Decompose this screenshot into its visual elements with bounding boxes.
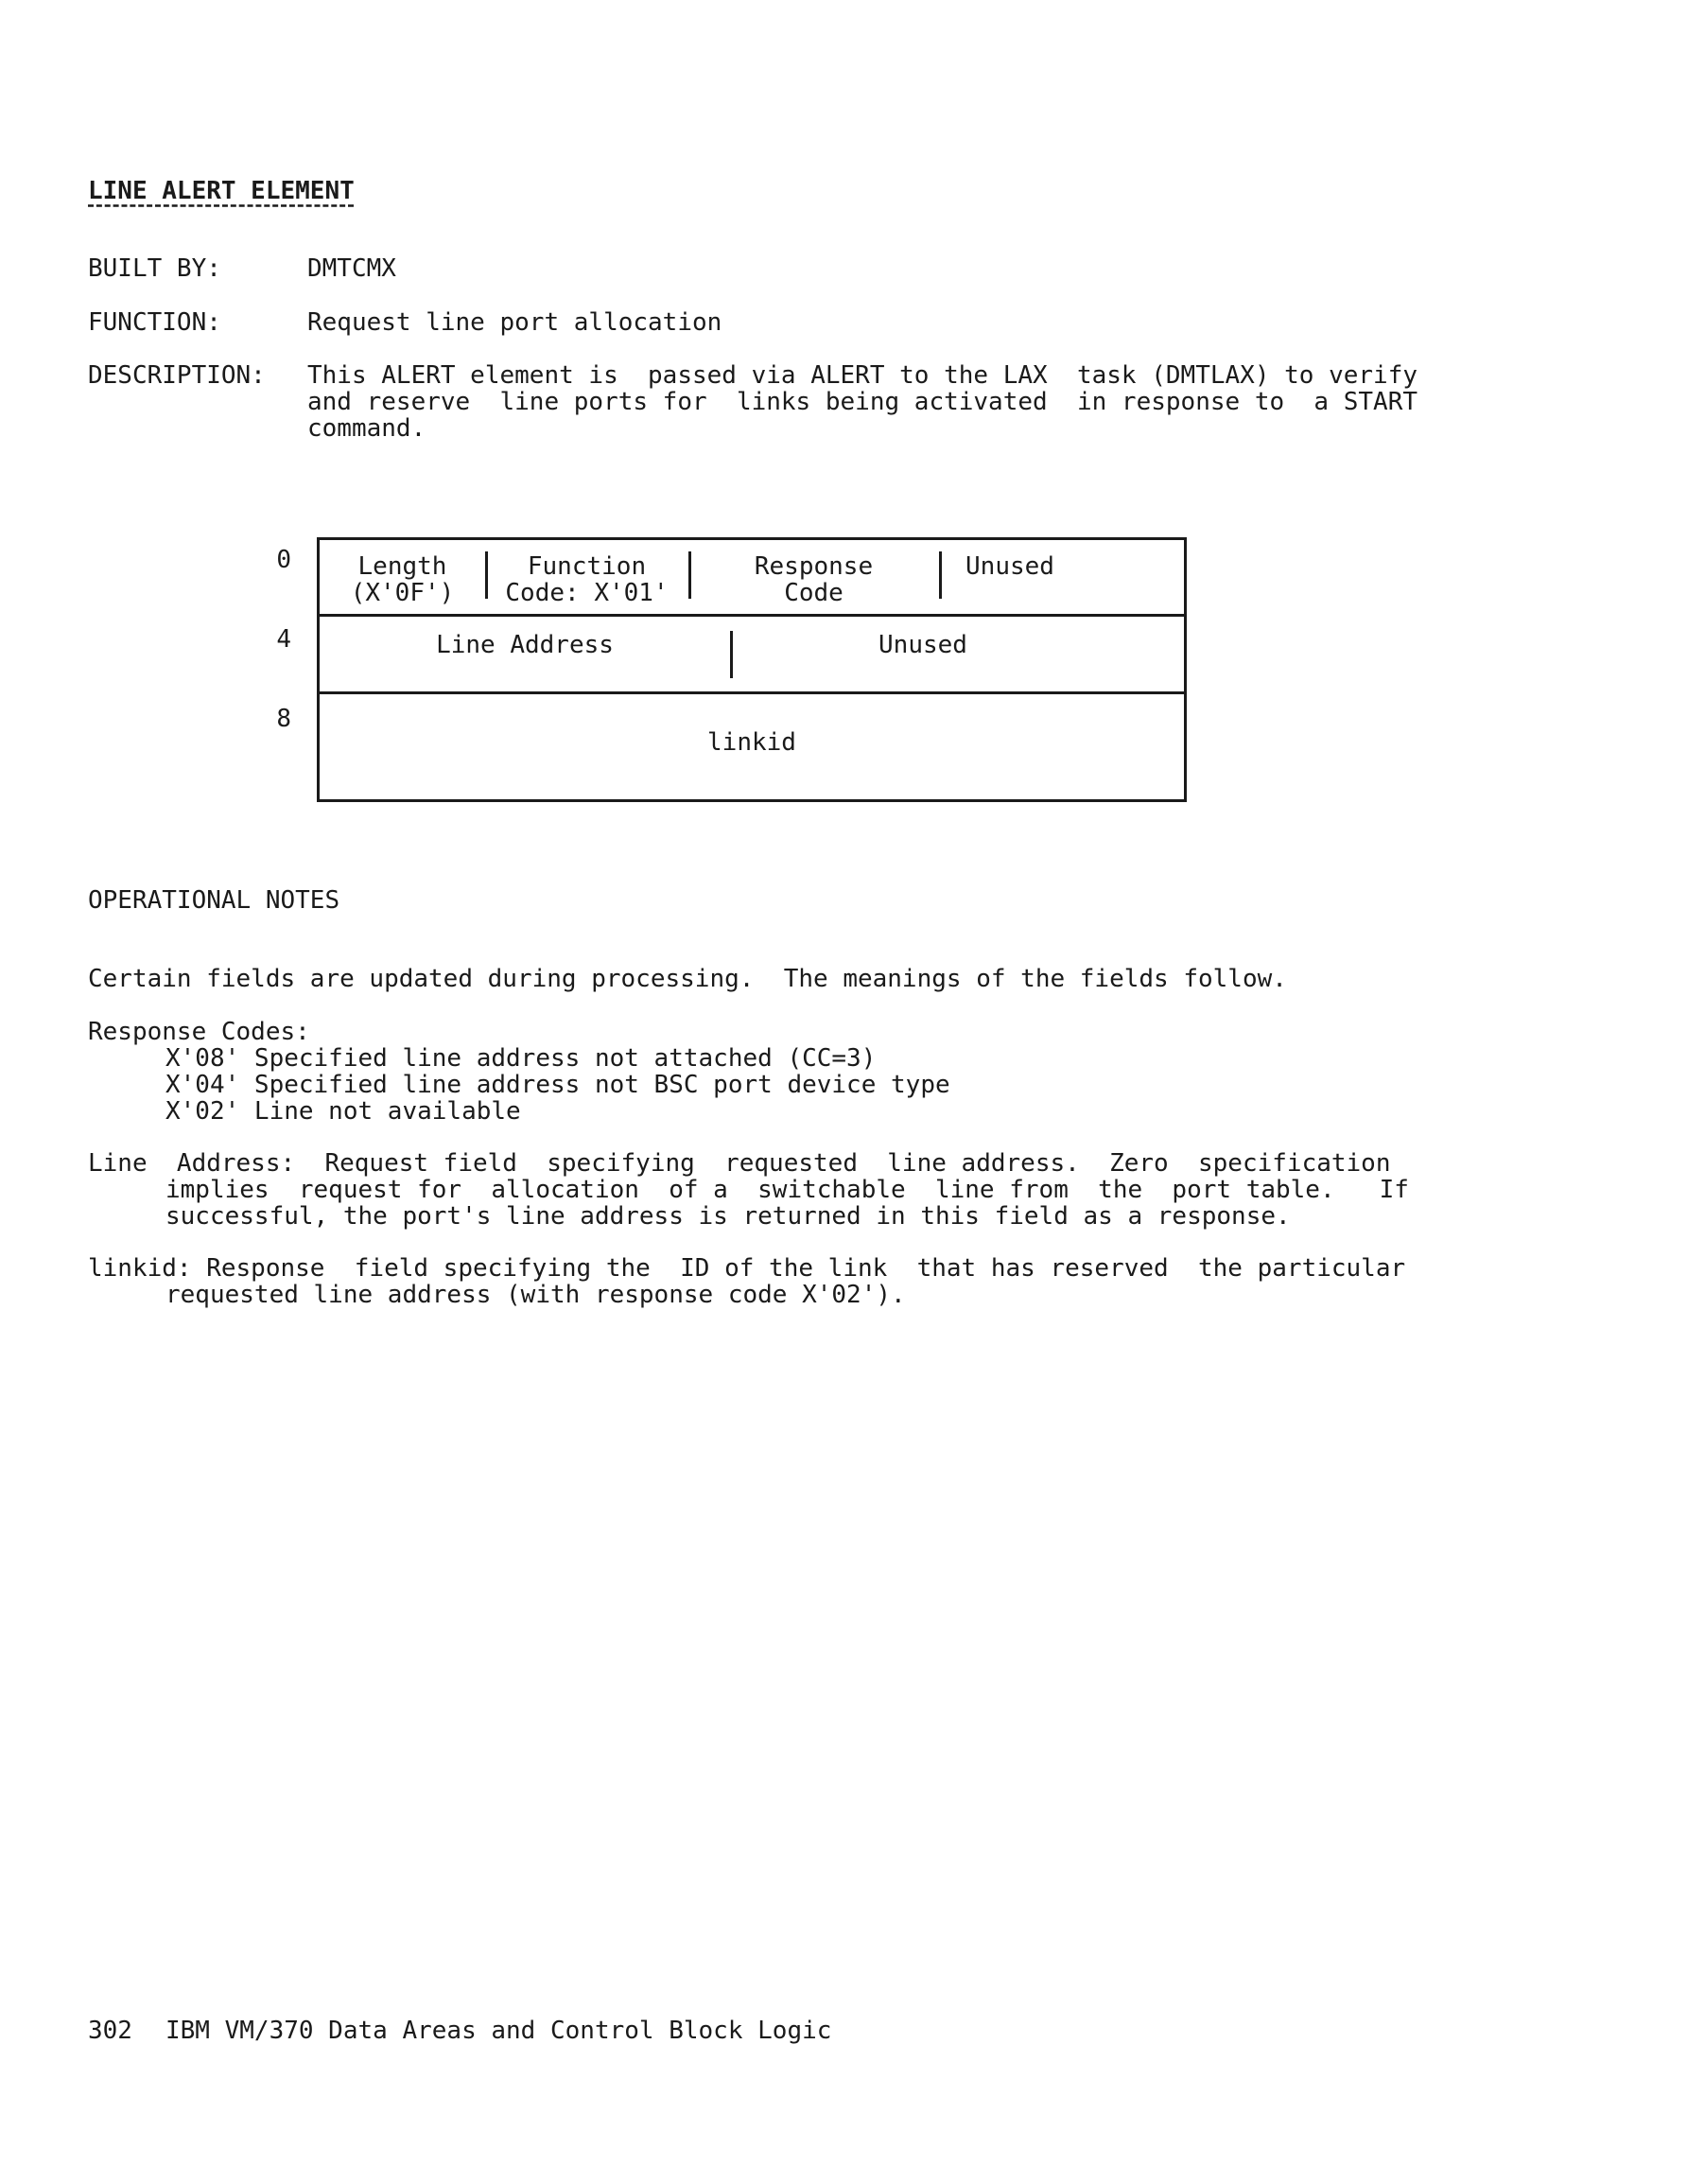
linkid-field: linkid [707,728,796,757]
function-value: Request line port allocation [307,308,722,337]
control-block-diagram [317,537,1187,802]
line-address-note: successful, the port's line address is returned in this field as a response. [165,1202,1291,1231]
section-heading: OPERATIONAL NOTES [88,886,340,915]
line-address-note: implies request for allocation of a switchable line from the port table. If [165,1176,1409,1204]
offset-label: 4 [276,625,291,654]
function-code-value: Code: X'01' [505,579,669,607]
function-label: FUNCTION: [88,308,221,337]
response-code-label-2: Code [784,579,844,607]
built-by-value: DMTCMX [307,254,396,283]
notes-intro: Certain fields are updated during processing. The meanings of the fields follow. [88,965,1287,993]
row-separator [320,614,1184,617]
description-line: command. [307,414,426,443]
page-number: 302 [88,2017,132,2045]
unused-field: Unused [878,631,967,659]
function-code-label: Function [527,552,647,581]
length-field-label: Length [357,552,447,581]
response-code-item: X'02' Line not available [165,1097,521,1126]
built-by-label: BUILT BY: [88,254,221,283]
length-field-value: (X'0F') [350,579,455,607]
offset-label: 0 [276,546,291,574]
response-code-label: Response [754,552,874,581]
response-codes-label: Response Codes: [88,1018,310,1046]
unused-field: Unused [965,552,1054,581]
book-title: IBM VM/370 Data Areas and Control Block Logic [165,2017,832,2045]
response-code-item: X'04' Specified line address not BSC port device type [165,1071,950,1099]
description-label: DESCRIPTION: [88,361,266,390]
response-code-item: X'08' Specified line address not attached (CC=3) [165,1044,877,1073]
line-address-field: Line Address [436,631,614,659]
description-line: This ALERT element is passed via ALERT to the LAX task (DMTLAX) to verify [307,361,1417,390]
linkid-note: requested line address (with response code X'02'). [165,1281,906,1309]
description-line: and reserve line ports for links being activated in response to a START [307,388,1417,416]
linkid-note: linkid: Response field specifying the ID of the link that has reserved the particular [88,1254,1406,1283]
page-title: LINE ALERT ELEMENT [88,177,355,205]
offset-label: 8 [276,705,291,733]
line-address-note: Line Address: Request field specifying requested line address. Zero specification [88,1149,1391,1178]
row-separator [320,691,1184,694]
